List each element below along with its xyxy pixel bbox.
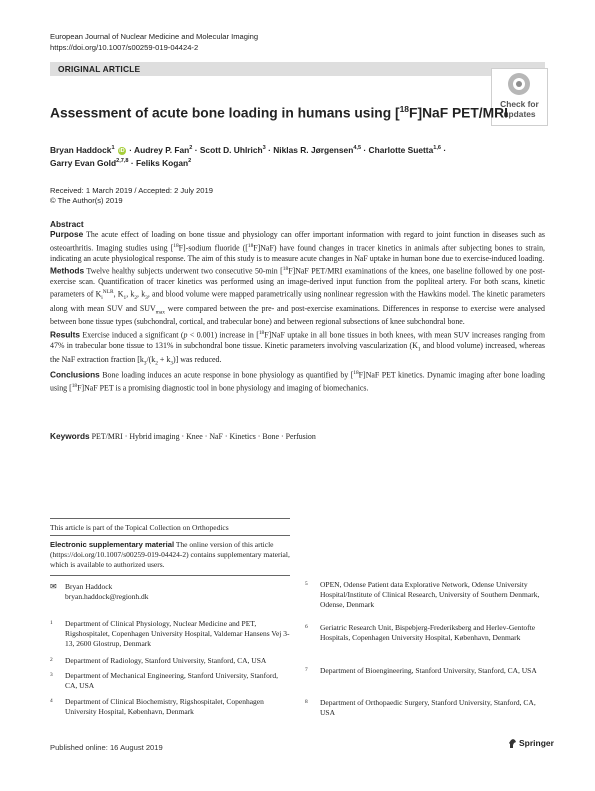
- affiliation-1: 1 Department of Clinical Physiology, Nuclear Medicine and PET, Rigshospitalet, Copenhagen University Hospital, Valdemar Hansens Vej 3-13, 2600 Glostrup, Denmark: [50, 619, 290, 648]
- check-updates-icon: [508, 73, 530, 95]
- author-line-1: Bryan Haddock$^1$ iD · Audrey P. Fan$^2$ · Scott D. Uhlrich$^3$ · Niklas R. Jørgensen$^{4,5}$ · Charlotte Suetta$^{1,6}$ ·: [50, 145, 447, 155]
- abstract-conclusions: Conclusions Bone loading induces an acute response in bone physiology as quantified by [$^{18}$F]NaF PET kinetics. Dynamic imaging after bone loading using [$^{18}$F]NaF PET is a promising diagnostic tool in bone physiology and imaging of biomechanics.: [50, 370, 545, 393]
- affiliation-4: 4 Department of Clinical Biochemistry, Rigshospitalet, Copenhagen University Hospital, København, Denmark: [50, 697, 264, 716]
- journal-name: European Journal of Nuclear Medicine and Molecular Imaging: [50, 32, 259, 41]
- divider: [50, 535, 290, 536]
- author-name[interactable]: Bryan Haddock: [50, 145, 112, 155]
- mail-icon: ✉: [50, 582, 57, 591]
- divider: [50, 575, 290, 576]
- supplementary-material-note: Electronic supplementary material The online version of this article (https://doi.org/10.1007/s00259-019-04424-2) contains supplementary material, which is available to authorized users.: [50, 540, 290, 569]
- author-name[interactable]: Niklas R. Jørgensen: [273, 145, 354, 155]
- springer-logo: [508, 738, 554, 749]
- affiliation-8: 8 Department of Orthopaedic Surgery, Stanford University, Stanford, CA, USA: [305, 698, 536, 717]
- article-type-band: [50, 62, 545, 76]
- author-line-2: Garry Evan Gold$^{2,7,8}$ · Feliks Kogan$^2$: [50, 158, 192, 168]
- affiliation-5: 5 OPEN, Odense Patient data Explorative Network, Odense University Hospital/Institute of Clinical Research, University of Southern Denmark, Odense, Denmark: [305, 580, 540, 609]
- abstract-methods: Methods Twelve healthy subjects underwent two consecutive 50-min [$^{18}$F]NaF PET/MRI examinations of the knees, one baseline followed by one post-exercise scan. Quantification of tracer kinetics was performed using an image-derived input function from the popliteal artery. For both scans, kinetic parameters of $K_i^{NLR}$, $K_1$, $k_2$, $k_3$, and blood volume were mapped parametrically using nonlinear regression with the Hawkins model. The kinetic parameters along with mean SUV and $SUV_{max}$ were compared between the pre- and post-exercise examinations. Differences in response to exercise were analysed between bone tissue types (subchondral, cortical, and trabecular bone) and between regional subsections of knee subchondral bone.: [50, 265, 545, 327]
- keywords-label: Keywords: [50, 431, 90, 441]
- affiliation-7: 7 Department of Bioengineering, Stanford University, Stanford, CA, USA: [305, 666, 537, 675]
- contact-name: Bryan Haddock: [65, 582, 113, 591]
- copyright: © The Author(s) 2019: [50, 196, 123, 205]
- journal-header: [50, 31, 258, 53]
- check-updates-line2: updates: [503, 109, 536, 119]
- contact-email[interactable]: bryan.haddock@regionh.dk: [65, 591, 149, 601]
- keywords-list: PET/MRI · Hybrid imaging · Knee · NaF · Kinetics · Bone · Perfusion: [91, 432, 316, 441]
- author-name[interactable]: Scott D. Uhlrich: [199, 145, 263, 155]
- affiliation-3: 3 Department of Mechanical Engineering, Stanford University, Stanford, CA, USA: [50, 671, 278, 690]
- author-name[interactable]: Charlotte Suetta: [368, 145, 434, 155]
- abstract-purpose: Purpose The acute effect of loading on bone tissue and physiology can offer important information with regard to joint function in diseases such as osteoarthritis. Imaging studies using [$^{18}$F]-sodium fluoride ([$^{18}$F]NaF) have found changes in tracer kinetics in animals after subjecting bones to strain, indicating an acute physiological response. The aim of this study is to measure acute changes in NaF uptake in human bone due to exercise-induced loading.: [50, 229, 545, 263]
- article-type-label: ORIGINAL ARTICLE: [58, 64, 141, 74]
- abstract-heading: Abstract: [50, 219, 84, 229]
- article-title: Assessment of acute bone loading in humans using [$^{18}$F]NaF PET/MRI: [50, 104, 508, 121]
- springer-horse-icon: [508, 738, 517, 749]
- author-name[interactable]: Garry Evan Gold: [50, 158, 117, 168]
- abstract-results: Results Exercise induced a significant (p < 0.001) increase in [$^{18}$F]NaF uptake in all bone tissues in both knees, with mean SUV increases ranging from 47% in trabecular bone tissue to 131% in subchondral bone tissue. Kinetic parameters involving vascularization ($K_1$ and blood volume) increased, whereas the NaF extraction fraction $[k_3/(k_2 + k_3)]$ was reduced.: [50, 329, 546, 367]
- author-name[interactable]: Feliks Kogan: [136, 158, 189, 168]
- published-online: Published online: 16 August 2019: [50, 743, 163, 752]
- doi-link[interactable]: https://doi.org/10.1007/s00259-019-04424-2: [50, 43, 199, 52]
- author-name[interactable]: Audrey P. Fan: [134, 145, 190, 155]
- divider: [50, 518, 290, 519]
- check-updates-line1: Check for: [500, 99, 539, 109]
- affiliation-6: 6 Geriatric Research Unit, Bispebjerg-Frederiksberg and Herlev-Gentofte Hospitals, Copenhagen University Hospital, København, Denmark: [305, 623, 536, 642]
- affiliation-2: 2 Department of Radiology, Stanford University, Stanford, CA, USA: [50, 656, 267, 665]
- topical-collection-note: This article is part of the Topical Collection on Orthopedics: [50, 523, 229, 532]
- received-accepted: Received: 1 March 2019 / Accepted: 2 July 2019: [50, 186, 213, 195]
- abstract: [50, 219, 545, 394]
- keywords: [50, 431, 316, 441]
- springer-wordmark: Springer: [519, 738, 554, 748]
- corresponding-author: [50, 582, 290, 602]
- article-dates: [50, 186, 213, 206]
- orcid-icon[interactable]: iD: [119, 147, 125, 154]
